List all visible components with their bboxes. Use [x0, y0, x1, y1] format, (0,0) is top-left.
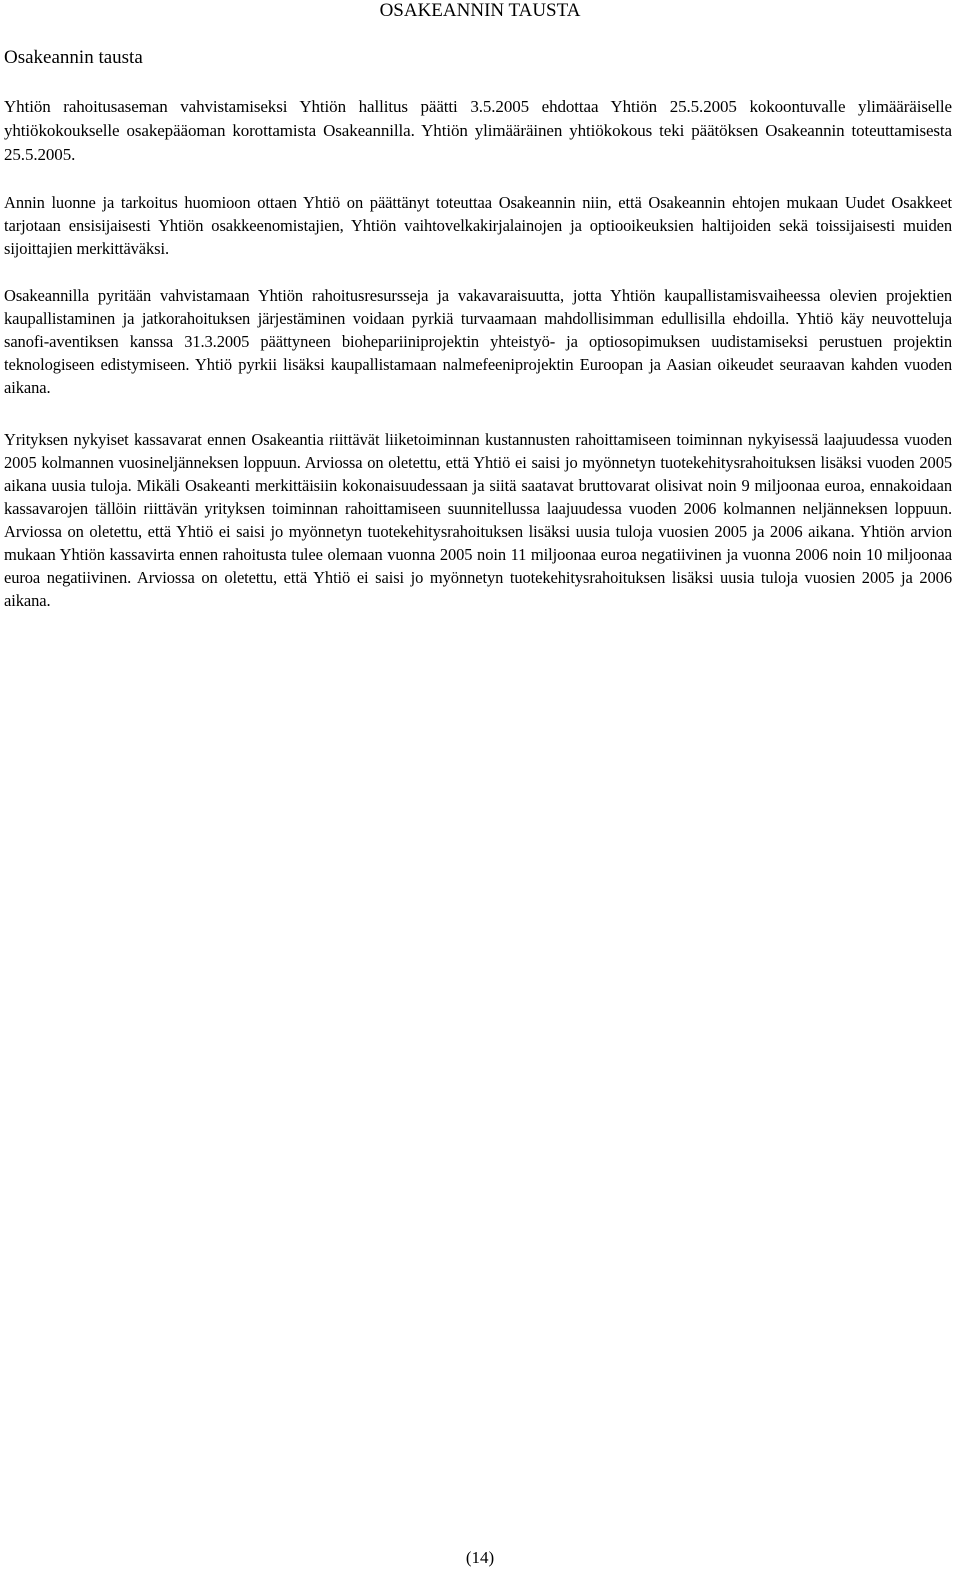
paragraph-background-decision: Yhtiön rahoitusaseman vahvistamiseksi Yhtiön hallitus päätti 3.5.2005 ehdottaa Yhtiön 25.5.2005 kokoontuvalle ylimääräiselle yhtiökokoukselle osakepääoman korottamista Osakeannilla. Yhtiön ylimääräinen yhtiökokous teki päätöksen Osakeannin toteuttamisesta 25.5.2005. — [4, 97, 952, 164]
section-title: Osakeannin tausta — [4, 47, 143, 68]
paragraph-cash-position: Yrityksen nykyiset kassavarat ennen Osakeantia riittävät liiketoiminnan kustannusten rahoittamiseen toiminnan nykyisessä laajuudessa vuoden 2005 kolmannen vuosineljänneksen loppuun. Arviossa on oletettu, että Yhtiö ei saisi jo myönnetyn tuotekehitysrahoituksen lisäksi vuoden 2005 aikana uusia tuloja. Mikäli Osakeanti merkittäisiin kokonaisuudessaan ja siitä saatavat bruttovarat olisivat noin 9 miljoonaa euroa, ennakoidaan kassavarojen tällöin riittävän yrityksen toiminnan rahoittamiseen suunnitellussa laajuudessa vuoden 2006 kolmannen neljänneksen loppuun. Arviossa on oletettu, että Yhtiö ei saisi jo myönnetyn tuotekehitysrahoituksen lisäksi uusia tuloja vuosien 2005 ja 2006 aikana. Yhtiön arvion mukaan Yhtiön kassavirta ennen rahoitusta tulee olemaan vuonna 2005 noin 11 miljoonaa euroa negatiivinen ja vuonna 2006 noin 10 miljoonaa euroa negatiivinen. Arviossa on oletettu, että Yhtiö ei saisi jo myönnetyn tuotekehitysrahoituksen lisäksi uusia tuloja vuosien 2005 ja 2006 aikana. — [4, 430, 952, 610]
page-header-title: OSAKEANNIN TAUSTA — [379, 0, 581, 21]
paragraph-offering-goal: Osakeannilla pyritään vahvistamaan Yhtiön rahoitusresursseja ja vakavaraisuutta, jotta Yhtiön kaupallistamisvaiheessa olevien projektien kaupallistaminen ja jatkorahoituksen järjestäminen voidaan pyrkiä turvaamaan mahdollisimman edullisilla ehdoilla. Yhtiö käy neuvotteluja sanofi-aventiksen kanssa 31.3.2005 päättyneen biohepariiniprojektin yhteistyö- ja optiosopimuksen uudistamiseksi perustuen projektin teknologiseen edistymiseen. Yhtiö pyrkii lisäksi kaupallistamaan nalmefeeniprojektin Euroopan ja Aasian oikeudet seuraavan kahden vuoden aikana. — [4, 286, 952, 397]
paragraph-offering-nature: Annin luonne ja tarkoitus huomioon ottaen Yhtiö on päättänyt toteuttaa Osakeannin niin, että Osakeannin ehtojen mukaan Uudet Osakkeet tarjotaan ensisijaisesti Yhtiön osakkeenomistajien, Yhtiön vaihtovelkakirjalainojen ja optiooikeuksien haltijoiden sekä toissijaisesti muiden sijoittajien merkittäväksi. — [4, 193, 952, 258]
page-number: (14) — [465, 1548, 495, 1567]
